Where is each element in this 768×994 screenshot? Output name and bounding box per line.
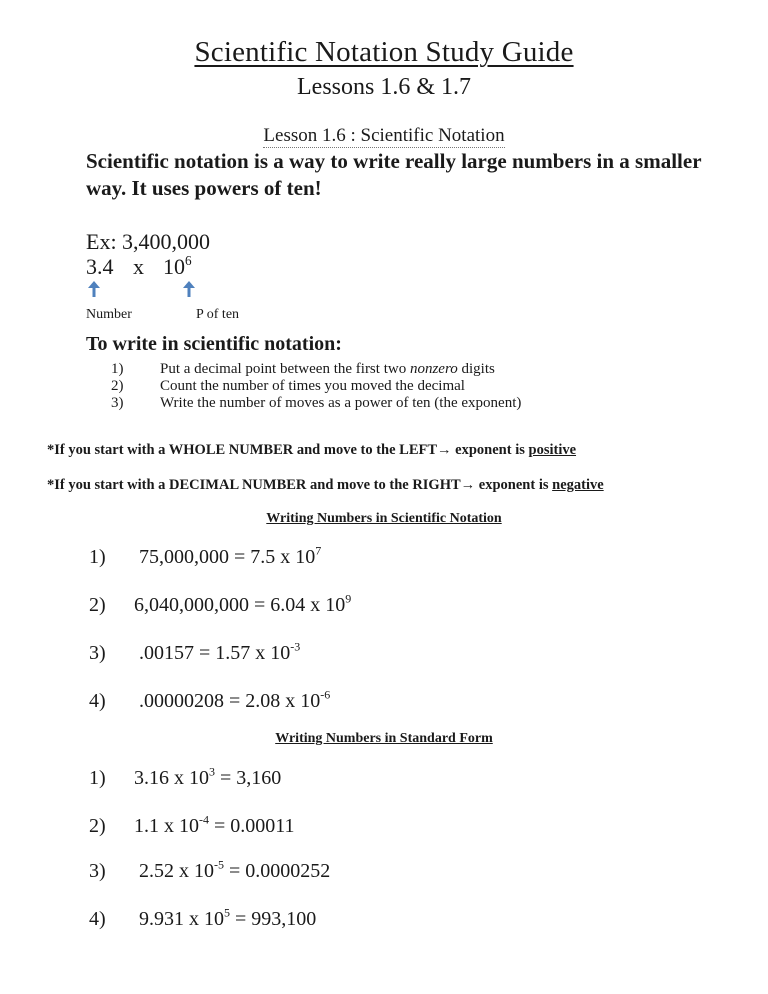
note-text: *If you start with a WHOLE NUMBER and move to the LEFT	[47, 442, 438, 458]
coefficient: 6.04	[270, 594, 306, 616]
step-text-after: digits	[457, 361, 495, 377]
step-text-before: Put a decimal point between the first two	[160, 361, 410, 377]
exponent: 3	[209, 764, 215, 779]
problem-text	[134, 812, 295, 838]
standard-value: 75,000,000	[139, 546, 229, 568]
standard-value: 0.00011	[230, 815, 295, 837]
equals: =	[230, 908, 252, 930]
note-mid: exponent is	[451, 442, 529, 458]
up-arrow-icon	[87, 280, 101, 298]
problem-number: 3)	[89, 642, 106, 664]
page-title: Scientific Notation Study Guide	[194, 36, 574, 68]
problem-text	[134, 764, 282, 790]
exponent: 5	[224, 905, 230, 920]
standard-value: .00157	[139, 642, 194, 664]
equals: =	[249, 594, 271, 616]
standard-value: 3,160	[236, 767, 282, 789]
problem-number: 4)	[89, 690, 106, 712]
equals: =	[194, 642, 216, 664]
note-negative	[47, 477, 604, 494]
coefficient: 2.08	[245, 690, 281, 712]
equals: =	[209, 815, 231, 837]
example-scientific	[86, 254, 192, 280]
problem-number: 1)	[89, 767, 106, 789]
equals: =	[224, 860, 246, 882]
problem-text	[139, 905, 317, 931]
note-mid: exponent is	[475, 477, 553, 493]
problem-row	[89, 812, 589, 841]
problem-text	[139, 687, 331, 713]
base: x 10	[305, 594, 346, 616]
base: x 10	[250, 642, 291, 664]
problem-row	[89, 687, 589, 716]
problem-number: 1)	[89, 546, 106, 568]
step-text: Write the number of moves as a power of ten (the exponent)	[160, 395, 522, 411]
step-item	[111, 361, 711, 379]
example-number: Ex: 3,400,000	[86, 229, 211, 254]
standard-value: 0.0000252	[245, 860, 331, 882]
coefficient: 1.57	[215, 642, 251, 664]
equals: =	[215, 767, 237, 789]
label-number: Number	[86, 307, 132, 322]
up-arrow-icon	[182, 280, 196, 298]
base: x 10	[169, 767, 209, 789]
exponent: -6	[320, 687, 331, 702]
lesson-heading	[0, 125, 768, 147]
problem-text	[139, 639, 301, 665]
steps-title: To write in scientific notation:	[86, 333, 342, 355]
problem-number: 3)	[89, 860, 106, 882]
right-arrow-icon: →	[460, 477, 476, 493]
step-item	[111, 395, 711, 413]
problem-row	[89, 905, 589, 934]
note-positive	[47, 442, 576, 459]
step-emphasis: nonzero	[409, 361, 458, 377]
problem-number: 4)	[89, 908, 106, 930]
problem-text	[139, 857, 331, 883]
step-number: 3)	[111, 395, 124, 411]
coefficient: 1.1	[134, 815, 159, 837]
exponent: -3	[290, 639, 301, 654]
page-subtitle: Lessons 1.6 & 1.7	[297, 74, 471, 100]
right-arrow-icon: →	[437, 442, 452, 458]
problem-row	[89, 543, 589, 572]
equals: =	[224, 690, 246, 712]
step-number: 1)	[111, 361, 124, 377]
base: x 10	[174, 860, 214, 882]
step-text	[160, 361, 495, 378]
base: x 10	[184, 908, 224, 930]
standard-value: 993,100	[251, 908, 317, 930]
note-result: negative	[552, 477, 604, 493]
example-exponent: 6	[185, 252, 192, 268]
note-result: positive	[528, 442, 577, 458]
label-power-of-ten: P of ten	[196, 307, 240, 322]
section-heading-scientific: Writing Numbers in Scientific Notation	[266, 511, 502, 526]
coefficient: 9.931	[139, 908, 184, 930]
step-number: 2)	[111, 378, 124, 394]
problem-row	[89, 764, 589, 793]
problem-text	[134, 591, 352, 617]
exponent: -4	[199, 812, 209, 827]
example-base: 10	[163, 254, 185, 279]
base: x 10	[275, 546, 316, 568]
exponent: 9	[345, 591, 352, 606]
exponent: 7	[315, 543, 322, 558]
base: x 10	[280, 690, 321, 712]
note-text: *If you start with a DECIMAL NUMBER and move to the RIGHT	[47, 477, 461, 493]
problem-row	[89, 639, 589, 668]
intro-paragraph: Scientific notation is a way to write really large numbers in a smaller way. It uses powers of ten!	[86, 149, 702, 200]
lesson-heading-text: Lesson 1.6 : Scientific Notation	[263, 125, 505, 146]
problem-row	[89, 857, 589, 886]
exponent: -5	[214, 857, 224, 872]
coefficient: 7.5	[250, 546, 276, 568]
standard-value: .00000208	[139, 690, 224, 712]
coefficient: 3.16	[134, 767, 169, 789]
base: x 10	[159, 815, 199, 837]
equals: =	[229, 546, 251, 568]
coefficient: 2.52	[139, 860, 174, 882]
example-coefficient: 3.4	[86, 254, 114, 279]
standard-value: 6,040,000,000	[134, 594, 249, 616]
problem-number: 2)	[89, 594, 106, 616]
step-text: Count the number of times you moved the decimal	[160, 378, 465, 394]
problem-row	[89, 591, 589, 620]
step-item	[111, 378, 711, 396]
section-heading-standard: Writing Numbers in Standard Form	[275, 731, 493, 746]
problem-number: 2)	[89, 815, 106, 837]
example-times: x	[133, 254, 144, 279]
problem-text	[139, 543, 322, 569]
